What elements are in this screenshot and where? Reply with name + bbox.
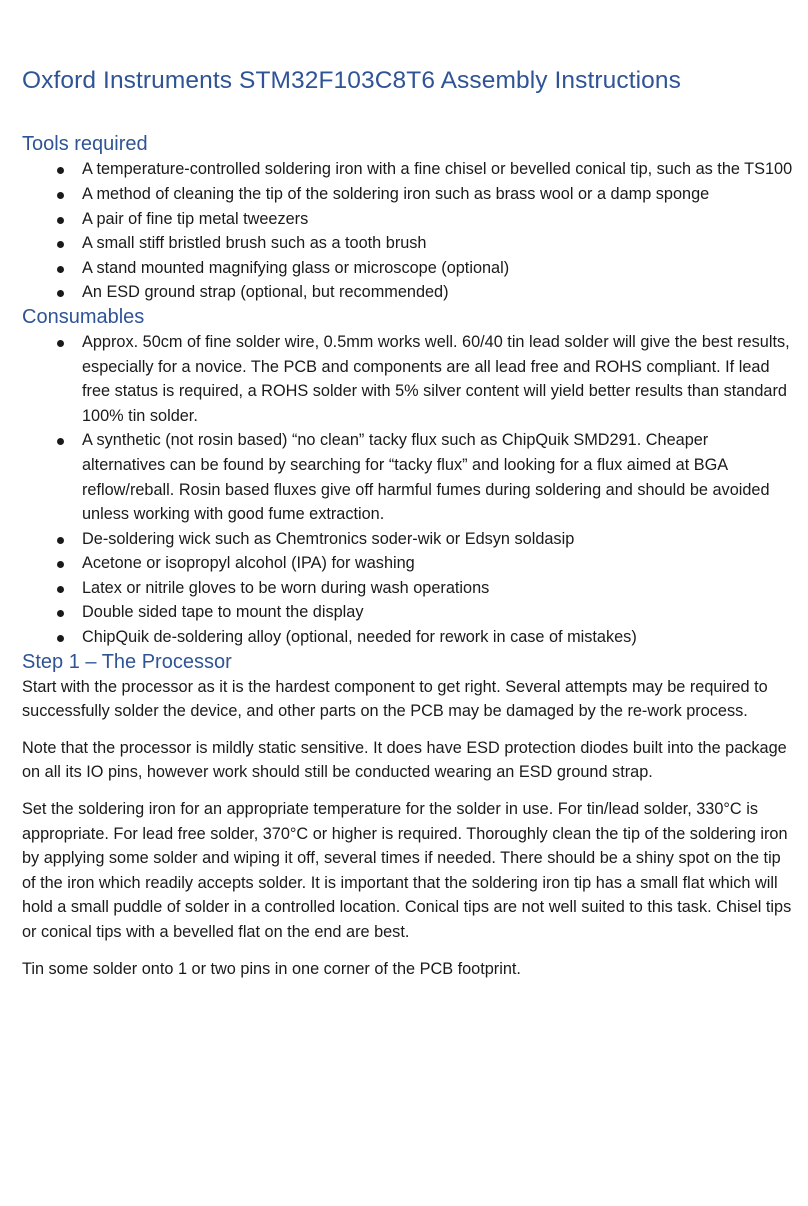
bullet-icon [57,610,64,617]
bullet-icon [57,241,64,248]
list-item [22,428,794,526]
list-item [22,182,794,207]
list-item-text: A synthetic (not rosin based) “no clean” tacky flux such as ChipQuik SMD291. Cheaper alternatives can be found by searching for “tacky flux” and looking for a flux aimed at BGA reflow/reball. Rosin based fluxes give off harmful fumes during soldering and should be avoided unless working with good fume extraction. [82,431,770,524]
bullet-icon [57,537,64,544]
bullet-icon [57,192,64,199]
list-item-text: A pair of fine tip metal tweezers [82,209,309,228]
list-item [22,527,794,552]
list-item-text: Double sided tape to mount the display [82,603,364,622]
list-item [22,625,794,650]
list-item-text: Acetone or isopropyl alcohol (IPA) for washing [82,554,415,573]
list-item [22,231,794,256]
bullet-icon [57,561,64,568]
list-item [22,157,794,182]
bullet-icon [57,266,64,273]
list-item [22,207,794,232]
list-item-text: ChipQuik de-soldering alloy (optional, needed for rework in case of mistakes) [82,628,637,647]
bullet-icon [57,586,64,593]
list-item-text: Approx. 50cm of fine solder wire, 0.5mm works well. 60/40 tin lead solder will give the best results, especially for a novice. The PCB and components are all lead free and ROHS compliant. If lead free status is required, a ROHS solder with 5% silver content will yield better results than standard 100% tin solder. [82,332,790,425]
step1-paragraph: Note that the processor is mildly static sensitive. It does have ESD protection diodes built into the package on all its IO pins, however work should still be conducted wearing an ESD ground strap. [22,738,787,782]
list-item [22,600,794,625]
bullet-icon [57,340,64,347]
document-title: Oxford Instruments STM32F103C8T6 Assembly Instructions [22,67,681,94]
list-item [22,256,794,281]
list-item [22,576,794,601]
list-item-text: De-soldering wick such as Chemtronics soder-wik or Edsyn soldasip [82,529,575,548]
list-item-text: A stand mounted magnifying glass or microscope (optional) [82,258,510,277]
step1-heading: Step 1 – The Processor [22,650,232,673]
bullet-icon [57,290,64,297]
tools-list [22,157,794,305]
bullet-icon [57,167,64,174]
consumables-heading: Consumables [22,305,145,328]
list-item [22,551,794,576]
list-item [22,280,794,305]
step1-paragraph: Tin some solder onto 1 or two pins in one corner of the PCB footprint. [22,959,521,978]
bullet-icon [57,635,64,642]
tools-heading: Tools required [22,133,148,156]
list-item [22,330,794,428]
step1-paragraph: Start with the processor as it is the hardest component to get right. Several attempts may be required to successfully solder the device, and other parts on the PCB may be damaged by the re-work process. [22,677,768,721]
bullet-icon [57,438,64,445]
consumables-list [22,330,794,650]
step1-paragraph: Set the soldering iron for an appropriate temperature for the solder in use. For tin/lead solder, 330°C is appropriate. For lead free solder, 370°C or higher is required. Thoroughly clean the tip of the soldering iron by applying some solder and wiping it off, several times if needed. There should be a shiny spot on the tip of the iron which readily accepts solder. It is important that the soldering iron tip has a small flat which will hold a small puddle of solder in a controlled location. Conical tips are not well suited to this task. Chisel tips or conical tips with a bevelled flat on the end are best. [22,800,792,942]
document-page [22,66,794,993]
bullet-icon [57,217,64,224]
list-item-text: A small stiff bristled brush such as a tooth brush [82,234,427,253]
list-item-text: A temperature-controlled soldering iron with a fine chisel or bevelled conical tip, such as the TS100 [82,160,793,179]
list-item-text: A method of cleaning the tip of the soldering iron such as brass wool or a damp sponge [82,184,710,203]
list-item-text: An ESD ground strap (optional, but recommended) [82,283,449,302]
list-item-text: Latex or nitrile gloves to be worn during wash operations [82,578,490,597]
